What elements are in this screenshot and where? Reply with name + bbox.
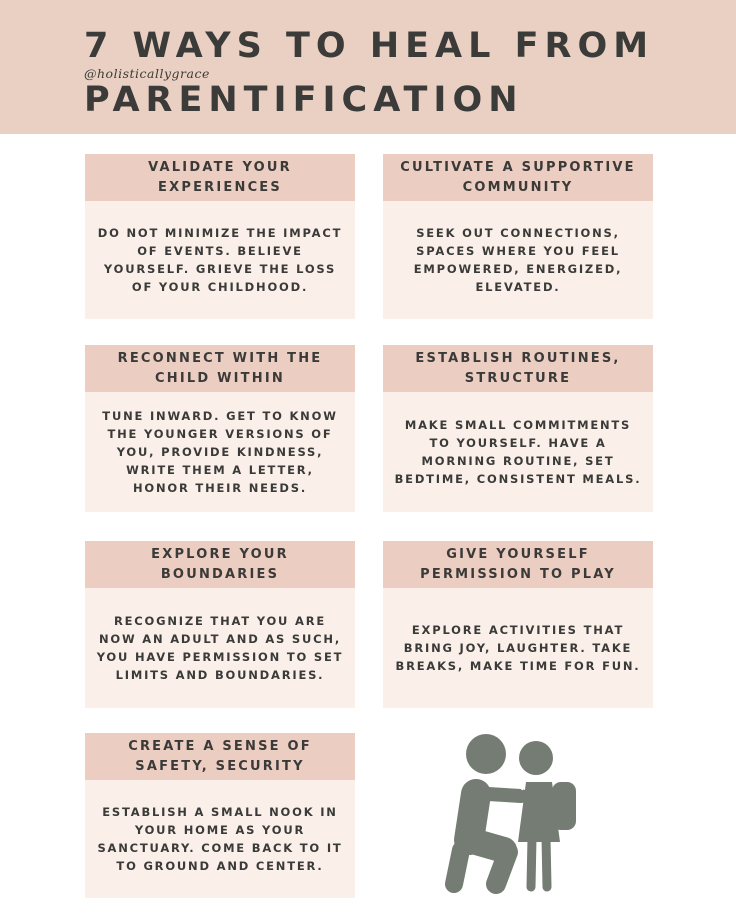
tip-card-play	[383, 541, 653, 708]
adult-comforting-child-icon	[436, 732, 606, 897]
tip-card-body: DO NOT MINIMIZE THE IMPACT OF EVENTS. BELIEVE YOURSELF. GRIEVE THE LOSS OF YOUR CHILDHOOD.	[85, 201, 355, 319]
page-title-line-2: PARENTIFICATION	[84, 80, 524, 120]
tip-card-boundaries	[85, 541, 355, 708]
tip-card-reconnect	[85, 345, 355, 512]
tip-card-routines	[383, 345, 653, 512]
tip-card-title: RECONNECT WITH THE CHILD WITHIN	[85, 345, 355, 392]
tip-card-title: CREATE A SENSE OF SAFETY, SECURITY	[85, 733, 355, 780]
tip-card-body: RECOGNIZE THAT YOU ARE NOW AN ADULT AND AS SUCH, YOU HAVE PERMISSION TO SET LIMITS AND BOUNDARIES.	[85, 588, 355, 708]
tip-card-body: SEEK OUT CONNECTIONS, SPACES WHERE YOU FEEL EMPOWERED, ENERGIZED, ELEVATED.	[383, 201, 653, 319]
author-handle: @holisticallygrace	[84, 66, 210, 81]
tip-card-title: GIVE YOURSELF PERMISSION TO PLAY	[383, 541, 653, 588]
tip-card-body: TUNE INWARD. GET TO KNOW THE YOUNGER VERSIONS OF YOU, PROVIDE KINDNESS, WRITE THEM A LETTER, HONOR THEIR NEEDS.	[85, 392, 355, 512]
tip-card-title: CULTIVATE A SUPPORTIVE COMMUNITY	[383, 154, 653, 201]
page-title-line-1: 7 WAYS TO HEAL FROM	[84, 26, 655, 66]
tip-card-title: ESTABLISH ROUTINES, STRUCTURE	[383, 345, 653, 392]
tip-card-body: ESTABLISH A SMALL NOOK IN YOUR HOME AS YOUR SANCTUARY. COME BACK TO IT TO GROUND AND CENTER.	[85, 780, 355, 898]
tip-card-community	[383, 154, 653, 319]
tip-card-safety	[85, 733, 355, 898]
tip-card-title: VALIDATE YOUR EXPERIENCES	[85, 154, 355, 201]
tip-card-title: EXPLORE YOUR BOUNDARIES	[85, 541, 355, 588]
tip-card-validate	[85, 154, 355, 319]
tip-card-body: EXPLORE ACTIVITIES THAT BRING JOY, LAUGHTER. TAKE BREAKS, MAKE TIME FOR FUN.	[383, 588, 653, 708]
tip-card-body: MAKE SMALL COMMITMENTS TO YOURSELF. HAVE A MORNING ROUTINE, SET BEDTIME, CONSISTENT MEALS.	[383, 392, 653, 512]
